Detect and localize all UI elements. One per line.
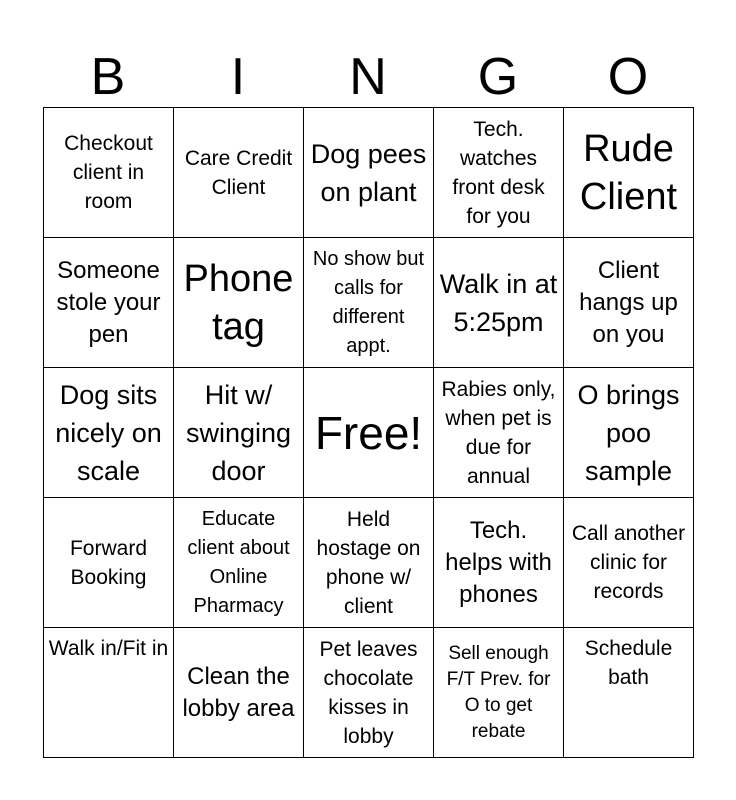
bingo-cell[interactable] (434, 498, 564, 628)
bingo-cell[interactable] (564, 238, 694, 368)
cell-text: Held hostage on phone w/ client (316, 507, 421, 618)
cell-text: Someone stole your pen (56, 256, 161, 348)
board-row (44, 238, 694, 368)
bingo-cell[interactable] (174, 368, 304, 498)
cell-text: Sell enough F/T Prev. for O to get rebate (446, 642, 551, 742)
bingo-cell[interactable] (304, 108, 434, 238)
cell-text: Clean the lobby area (182, 662, 295, 722)
bingo-cell[interactable] (304, 628, 434, 758)
cell-text: Walk in/Fit in (48, 637, 169, 660)
cell-text: Tech. watches front desk for you (452, 117, 545, 228)
bingo-header (43, 48, 693, 106)
cell-text: Dog sits nicely on scale (55, 379, 162, 486)
board-row (44, 498, 694, 628)
bingo-cell[interactable] (304, 238, 434, 368)
bingo-cell[interactable] (434, 628, 564, 758)
header-letter-o: O (607, 48, 649, 106)
bingo-cell[interactable] (434, 368, 564, 498)
board-row (44, 628, 694, 758)
cell-text: No show but calls for different appt. (312, 247, 425, 357)
board-row (44, 108, 694, 238)
cell-text: Forward Booking (69, 536, 148, 589)
bingo-cell[interactable] (174, 628, 304, 758)
bingo-cell[interactable] (434, 238, 564, 368)
cell-text: Rude Client (579, 127, 678, 218)
free-cell[interactable] (304, 368, 434, 498)
bingo-cell[interactable] (564, 368, 694, 498)
cell-text: Dog pees on plant (310, 138, 427, 207)
cell-text: Phone tag (183, 257, 294, 348)
cell-text: Schedule bath (584, 637, 673, 689)
cell-text: Checkout client in room (64, 132, 153, 213)
bingo-cell[interactable] (44, 498, 174, 628)
header-letter-g: G (477, 48, 519, 106)
board-row (44, 368, 694, 498)
bingo-cell[interactable] (44, 628, 174, 758)
bingo-cell[interactable] (564, 628, 694, 758)
cell-text: Care Credit Client (184, 146, 293, 199)
cell-text: Educate client about Online Pharmacy (187, 507, 290, 617)
cell-text: Hit w/ swinging door (185, 379, 292, 486)
cell-text: Rabies only, when pet is due for annual (441, 377, 556, 488)
cell-text: Walk in at 5:25pm (439, 268, 558, 337)
cell-text: Tech. helps with phones (445, 516, 552, 608)
cell-text: O brings poo sample (577, 379, 680, 486)
bingo-cell[interactable] (44, 368, 174, 498)
bingo-cell[interactable] (44, 238, 174, 368)
header-letter-b: B (90, 48, 126, 106)
header-letter-i: I (230, 48, 246, 106)
cell-text: Free! (314, 406, 423, 459)
header-letter-n: N (349, 48, 387, 106)
bingo-board (43, 107, 694, 758)
bingo-cell[interactable] (174, 238, 304, 368)
cell-text: Pet leaves chocolate kisses in lobby (319, 637, 418, 748)
bingo-cell[interactable] (434, 108, 564, 238)
bingo-cell[interactable] (174, 108, 304, 238)
cell-text: Client hangs up on you (579, 256, 678, 348)
cell-text: Call another clinic for records (571, 522, 686, 603)
bingo-cell[interactable] (174, 498, 304, 628)
bingo-cell[interactable] (304, 498, 434, 628)
bingo-cell[interactable] (564, 108, 694, 238)
bingo-cell[interactable] (44, 108, 174, 238)
bingo-cell[interactable] (564, 498, 694, 628)
